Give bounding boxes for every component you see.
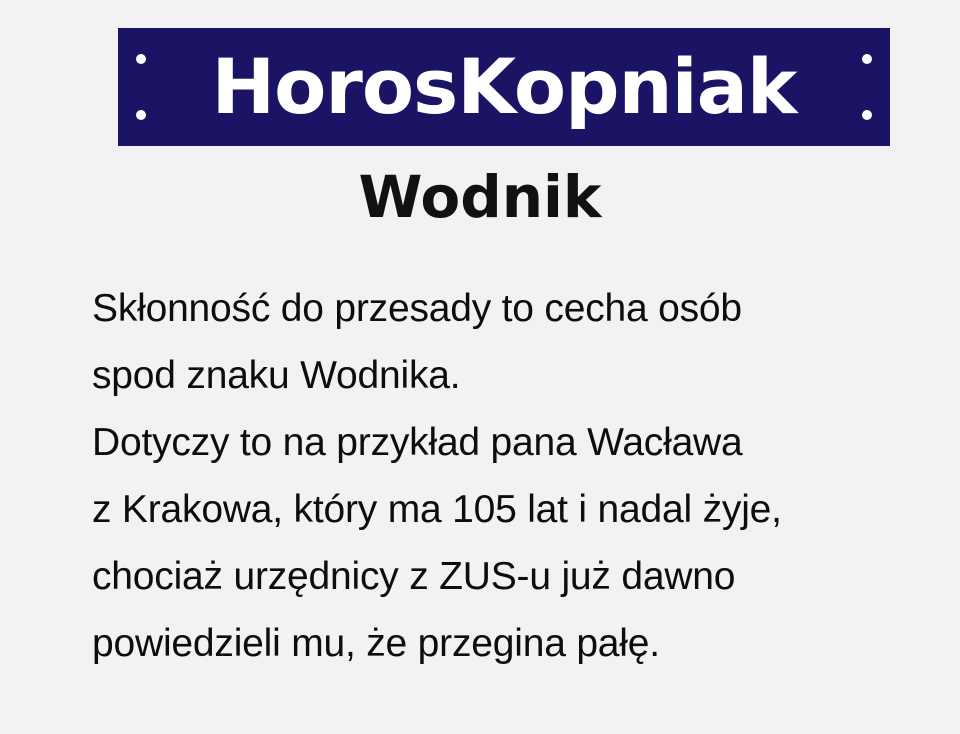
dot-icon xyxy=(862,54,872,64)
banner-dots-left xyxy=(124,28,158,146)
body-line: spod znaku Wodnika. xyxy=(92,354,461,398)
body-line: powiedzieli mu, że przegina pałę. xyxy=(92,622,660,666)
body-line: Skłonność do przesady to cecha osób xyxy=(92,287,742,330)
dot-icon xyxy=(862,110,872,120)
horoscope-body xyxy=(92,275,892,677)
banner-dots-right xyxy=(850,28,884,146)
banner xyxy=(118,28,890,146)
body-line: Dotyczy to na przykład pana Wacława xyxy=(92,421,743,465)
banner-title: HorosKopniak xyxy=(211,42,797,131)
body-line: z Krakowa, który ma 105 lat i nadal żyje, xyxy=(92,488,782,532)
dot-icon xyxy=(136,54,146,64)
dot-icon xyxy=(136,110,146,120)
body-line: chociaż urzędnicy z ZUS-u już dawno xyxy=(92,555,736,599)
zodiac-sign-title: Wodnik xyxy=(358,163,602,231)
